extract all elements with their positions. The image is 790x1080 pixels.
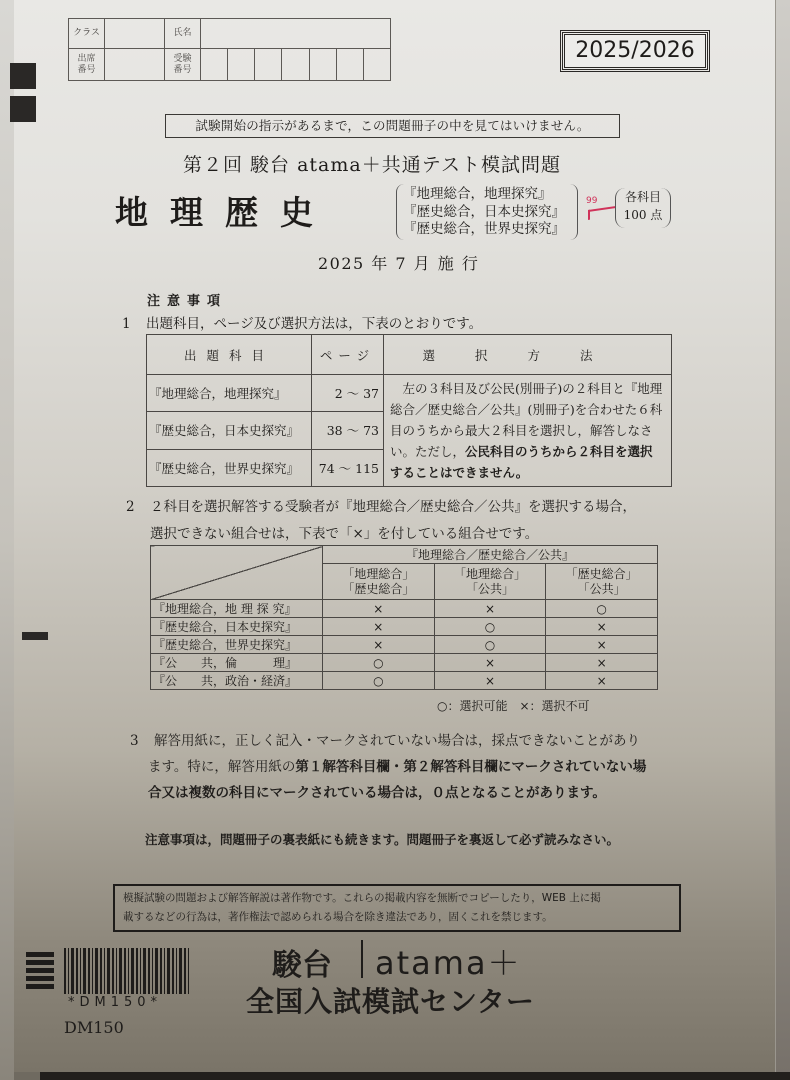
subject-page-table: [146, 334, 672, 487]
column-header: 「地理総合」 「公共」: [434, 564, 546, 600]
table-row: [151, 636, 658, 654]
table-cell-pages: 74 ～ 115: [312, 449, 384, 486]
diagonal-header-cell: [151, 546, 323, 600]
barcode-icon: [64, 948, 190, 994]
selection-method: 左の３科目及び公民(別冊子)の２科目と『地理総合／歴史総合／公共』(別冊子)を合わせた６科目のうちから最大２科目を選択し，解答しなさい。ただし，公民科目のうちから２科目を選択することはできません。: [384, 375, 672, 487]
class-label: クラス: [69, 19, 105, 49]
combination-mark: ×: [323, 600, 435, 618]
table-row: [151, 618, 658, 636]
combination-mark: ×: [434, 654, 546, 672]
course-list: [396, 184, 578, 240]
logo-divider: [361, 940, 363, 978]
combination-mark: ×: [546, 618, 658, 636]
copyright-notice: 模擬試験の問題および解答解説は著作物です。これらの掲載内容を無断でコピーしたり，WEB 上に掲 載するなどの行為は，著作権法で認められる場合を除き違法であり，固くこれを禁じます。: [113, 884, 681, 932]
registration-mark-icon: [10, 96, 36, 122]
logo-atama: atama＋: [375, 944, 522, 982]
subject-title: 地理歴史: [115, 193, 335, 232]
exam-title: 第２回 駿台 atama＋共通テスト模試問題: [183, 154, 561, 176]
table-row: [151, 672, 658, 690]
column-header: ページ: [312, 335, 384, 375]
course-item: 『地理総合，地理探究』: [403, 186, 552, 202]
table-cell-subject: 『地理総合，地理探究』: [147, 375, 312, 412]
row-header: 『公 共，政治・経済』: [151, 672, 323, 690]
row-header: 『地理総合，地 理 探 究』: [151, 600, 323, 618]
table-row: [151, 654, 658, 672]
group-header: 『地理総合／歴史総合／公共』: [323, 546, 658, 564]
exam-number-digit[interactable]: [228, 49, 255, 81]
logo-center: 全国入試模試センター: [246, 985, 535, 1018]
table-cell-subject: 『歴史総合，日本史探究』: [147, 412, 312, 449]
combination-mark: ×: [546, 636, 658, 654]
combination-mark: ○: [434, 618, 546, 636]
class-field[interactable]: [105, 19, 165, 49]
student-info-table: [68, 18, 391, 81]
notice-banner: 試験開始の指示があるまで，この問題冊子の中を見てはいけません。: [165, 114, 620, 138]
combination-mark: ×: [434, 672, 546, 690]
combination-mark: ×: [546, 672, 658, 690]
handwritten-score: 99: [586, 196, 598, 206]
name-field[interactable]: [201, 19, 391, 49]
exam-number-digit[interactable]: [282, 49, 309, 81]
exam-date: 2025 年 7 月 施 行: [318, 254, 480, 273]
column-header: 「地理総合」 「歴史総合」: [323, 564, 435, 600]
combination-mark: ○: [323, 672, 435, 690]
exam-number-digit[interactable]: [336, 49, 363, 81]
registration-mark-icon: [22, 632, 48, 640]
year-badge: 2025/2026: [562, 32, 708, 70]
table-cell-pages: 38 ～ 73: [312, 412, 384, 449]
combination-mark: ×: [323, 618, 435, 636]
row-header: 『歴史総合，日本史探究』: [151, 618, 323, 636]
booklet-code: DM150: [64, 1018, 124, 1037]
column-header: 選択方法: [384, 335, 672, 375]
combination-mark: ○: [323, 654, 435, 672]
notes-heading: 注意事項: [147, 294, 228, 309]
page-edge-right: [776, 0, 790, 1072]
name-label: 氏名: [165, 19, 201, 49]
note-item-2: 2 ２科目を選択解答する受験者が『地理総合／歴史総合／公共』を選択する場合， 選択できない組合せは，下表で「×」を付している組合せです。: [126, 499, 636, 542]
barcode-text: *DM150*: [68, 995, 163, 1010]
points-note: 各科目 100 点: [615, 188, 671, 228]
logo-sundai: 駿台: [272, 948, 332, 983]
combination-mark: ×: [546, 654, 658, 672]
course-item: 『歴史総合，世界史探究』: [403, 221, 565, 237]
combination-table: [150, 545, 658, 690]
note-item-1: 1 出題科目，ページ及び選択方法は，下表のとおりです。: [122, 316, 483, 332]
exam-number-digit[interactable]: [363, 49, 390, 81]
combination-mark: ○: [546, 600, 658, 618]
table-row: [151, 600, 658, 618]
column-header: 「歴史総合」 「公共」: [546, 564, 658, 600]
column-header: 出題科目: [147, 335, 312, 375]
table-cell-subject: 『歴史総合，世界史探究』: [147, 449, 312, 486]
exam-number-label: 受験 番号: [165, 49, 201, 81]
table-cell-pages: 2 ～ 37: [312, 375, 384, 412]
page-edge-left: [0, 0, 14, 1080]
seat-number-field[interactable]: [105, 49, 165, 81]
combination-mark: ○: [434, 636, 546, 654]
exam-number-digit[interactable]: [255, 49, 282, 81]
row-header: 『歴史総合，世界史探究』: [151, 636, 323, 654]
course-item: 『歴史総合，日本史探究』: [403, 203, 565, 220]
exam-number-digit[interactable]: [201, 49, 228, 81]
bottom-shadow: [40, 1072, 790, 1080]
combination-mark: ×: [434, 600, 546, 618]
alignment-stripes-icon: [26, 952, 54, 992]
note-item-3: 3 解答用紙に，正しく記入・マークされていない場合は，採点できないことがあり ます。特に，解答用紙の第１解答科目欄・第２解答科目欄にマークされていない場 合又は複数の科目にマークされている場合は，０点となることがあります。: [130, 733, 647, 801]
continued-notice: 注意事項は，問題冊子の裏表紙にも続きます。問題冊子を裏返して必ず読みなさい。: [145, 832, 620, 847]
exam-number-digit[interactable]: [309, 49, 336, 81]
registration-mark-icon: [10, 63, 36, 89]
seat-number-label: 出席 番号: [69, 49, 105, 81]
table-legend: ○：選択可能 ×：選択不可: [437, 699, 590, 713]
row-header: 『公 共，倫 理』: [151, 654, 323, 672]
combination-mark: ×: [323, 636, 435, 654]
